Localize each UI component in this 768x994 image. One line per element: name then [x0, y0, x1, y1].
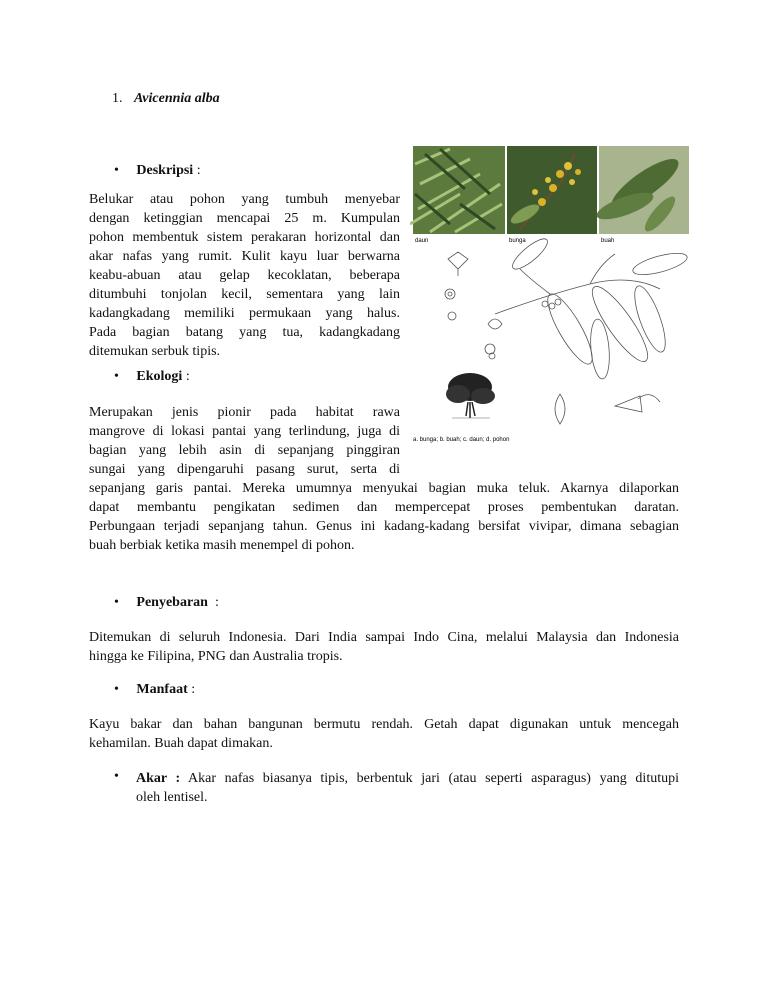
figure-caption: a. bunga; b. buah; c. daun; d. pohon [413, 437, 510, 443]
tree-drawing [446, 373, 495, 418]
species-name: Avicennia alba [134, 91, 220, 106]
bullet-icon: • [114, 163, 119, 178]
bullet-penyebaran: • Penyebaran : [114, 595, 219, 610]
paragraph-akar [136, 769, 679, 807]
text-line: dengan ketinggian mencapai 25 m. Kumpulan [89, 211, 400, 226]
photo-fruit [594, 146, 689, 235]
text-line: Belukar atau pohon yang tumbuh menyebar [89, 192, 400, 207]
heading-ekologi: Ekologi [136, 369, 183, 384]
branch-drawing [495, 234, 689, 379]
label-bunga: bunga [509, 238, 526, 244]
text-line: mangrove di lokasi pantai yang terlindung, juga di [89, 424, 400, 439]
heading-deskripsi: Deskripsi [136, 163, 194, 178]
text-line: hingga ke Filipina, PNG dan Australia tropis. [89, 649, 343, 664]
text-line: sungai yang dipengaruhi pasang surut, serta di [89, 462, 400, 477]
text-line: Akar nafas biasanya tipis, berbentuk jari (atau seperti asparagus) yang ditutupi [188, 771, 679, 786]
heading-manfaat: Manfaat [136, 682, 188, 697]
bullet-manfaat: • Manfaat : [114, 682, 196, 697]
section-title [112, 91, 220, 107]
heading-akar: Akar : [136, 771, 181, 786]
bullet-icon: • [114, 369, 119, 384]
figure-svg [410, 144, 692, 456]
paragraph-deskripsi [89, 190, 400, 361]
text-line: kadangkadang memiliki permukaan yang halus. [89, 306, 400, 321]
text-line: ditumbuhi tonjolan kecil, sementara yang lain [89, 287, 400, 302]
paragraph-ekologi-bottom [89, 479, 679, 555]
text-line: Perbungaan terjadi sepanjang tahun. Genus ini kadang-kadang bersifat vivipar, dimana sebagian [89, 519, 679, 534]
text-line: Ditemukan di seluruh Indonesia. Dari India sampai Indo Cina, melalui Malaysia dan Indonesia [89, 630, 679, 645]
label-buah: buah [601, 238, 615, 244]
photo-foliage [410, 146, 505, 234]
title-number: 1. [112, 91, 123, 106]
text-line: bagian yang lebih asin di sepanjang pinggiran [89, 443, 400, 458]
bullet-deskripsi: • Deskripsi : [114, 163, 201, 178]
paragraph-manfaat [89, 715, 679, 753]
botanical-figure [410, 144, 692, 456]
bullet-ekologi: • Ekologi : [114, 369, 190, 384]
text-line: Merupakan jenis pionir pada habitat rawa [89, 405, 400, 420]
text-line: Pada bagian batang yang tua, kadangkadang [89, 325, 400, 340]
text-line: buah berbiak ketika masih menempel di pohon. [89, 538, 355, 553]
text-line: ditemukan serbuk tipis. [89, 344, 221, 359]
bullet-icon: • [114, 595, 119, 610]
bullet-icon: • [114, 682, 119, 697]
text-line: sepanjang garis pantai. Mereka umumnya menyukai bagian muka teluk. Akarnya dilaporkan [89, 481, 679, 496]
text-line: pohon membentuk sistem perakaran horizontal dan [89, 230, 400, 245]
text-line: kehamilan. Buah dapat dimakan. [89, 736, 273, 751]
bullet-icon: • [114, 769, 119, 784]
text-line: akar nafas yang rumit. Kulit kayu luar berwarna [89, 249, 400, 264]
label-daun: daun [415, 238, 429, 244]
text-line: keabu-abuan atau gelap kecoklatan, beberapa [89, 268, 400, 283]
paragraph-ekologi-top [89, 403, 400, 479]
text-line: dapat membantu pengikatan sedimen dan mempercepat proses pembentukan daratan. [89, 500, 679, 515]
paragraph-penyebaran [89, 628, 679, 666]
text-line: Kayu bakar dan bahan bangunan bermutu rendah. Getah dapat digunakan untuk mencegah [89, 717, 679, 732]
photo-flowers [507, 146, 597, 234]
heading-penyebaran: Penyebaran [136, 595, 208, 610]
text-line: oleh lentisel. [136, 790, 208, 805]
